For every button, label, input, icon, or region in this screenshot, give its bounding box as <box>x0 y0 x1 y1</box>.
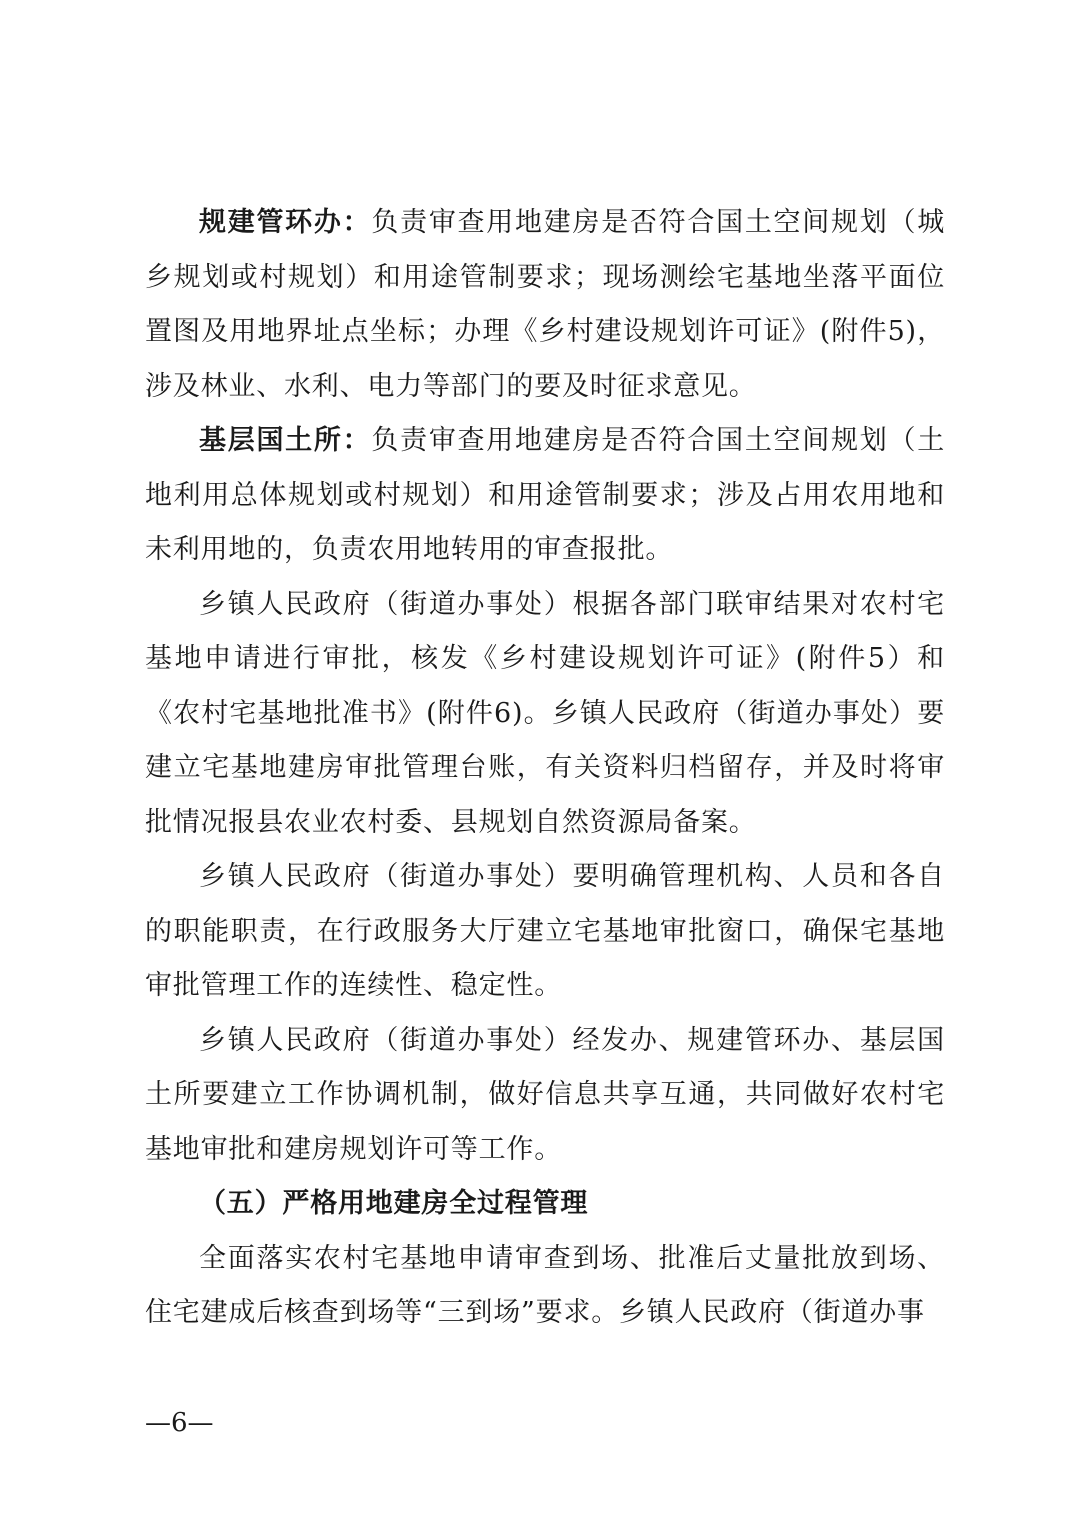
paragraph-text-planning-office: 负责审查用地建房是否符合国土空间规划（城乡规划或村规划）和用途管制要求；现场测绘宅基地坐落平面位置图及用地界址点坐标；办理《乡村建设规划许可证》(附件5)，涉及林业、水利、电力等部门的要及时征求意见。 <box>145 207 945 402</box>
paragraph-land-office <box>145 414 945 578</box>
paragraph-planning-office <box>145 196 945 414</box>
paragraph-text-approval: 乡镇人民政府（街道办事处）根据各部门联审结果对农村宅基地申请进行审批，核发《乡村建设规划许可证》(附件5）和《农村宅基地批准书》(附件6)。乡镇人民政府（街道办事处）要建立宅基地建房审批管理台账，有关资料归档留存，并及时将审批情况报县农业农村委、县规划自然资源局备案。 <box>145 588 945 838</box>
document-page <box>145 196 945 1341</box>
paragraph-coordination <box>145 1014 945 1178</box>
paragraph-approval <box>145 578 945 851</box>
paragraph-lead-land-office: 基层国土所： <box>199 425 372 456</box>
paragraph-text-land-office: 负责审查用地建房是否符合国土空间规划（土地利用总体规划或村规划）和用途管制要求；涉及占用农用地和未利用地的，负责农用地转用的审查报批。 <box>145 425 945 565</box>
paragraph-management-agency <box>145 850 945 1014</box>
paragraph-text-coordination: 乡镇人民政府（街道办事处）经发办、规建管环办、基层国土所要建立工作协调机制，做好信息共享互通，共同做好农村宅基地审批和建房规划许可等工作。 <box>145 1024 945 1165</box>
page-number: —6— <box>145 1408 214 1438</box>
paragraph-closing: 全面落实农村宅基地申请审查到场、批准后丈量批放到场、住宅建成后核查到场等“三到场”要求。乡镇人民政府（街道办事 <box>145 1242 945 1328</box>
section-heading: （五）严格用地建房全过程管理 <box>199 1188 589 1219</box>
paragraph-lead-planning-office: 规建管环办： <box>199 207 372 238</box>
paragraph-text-management-agency: 乡镇人民政府（街道办事处）要明确管理机构、人员和各自的职能职责，在行政服务大厅建立宅基地审批窗口，确保宅基地审批管理工作的连续性、稳定性。 <box>145 861 945 1001</box>
